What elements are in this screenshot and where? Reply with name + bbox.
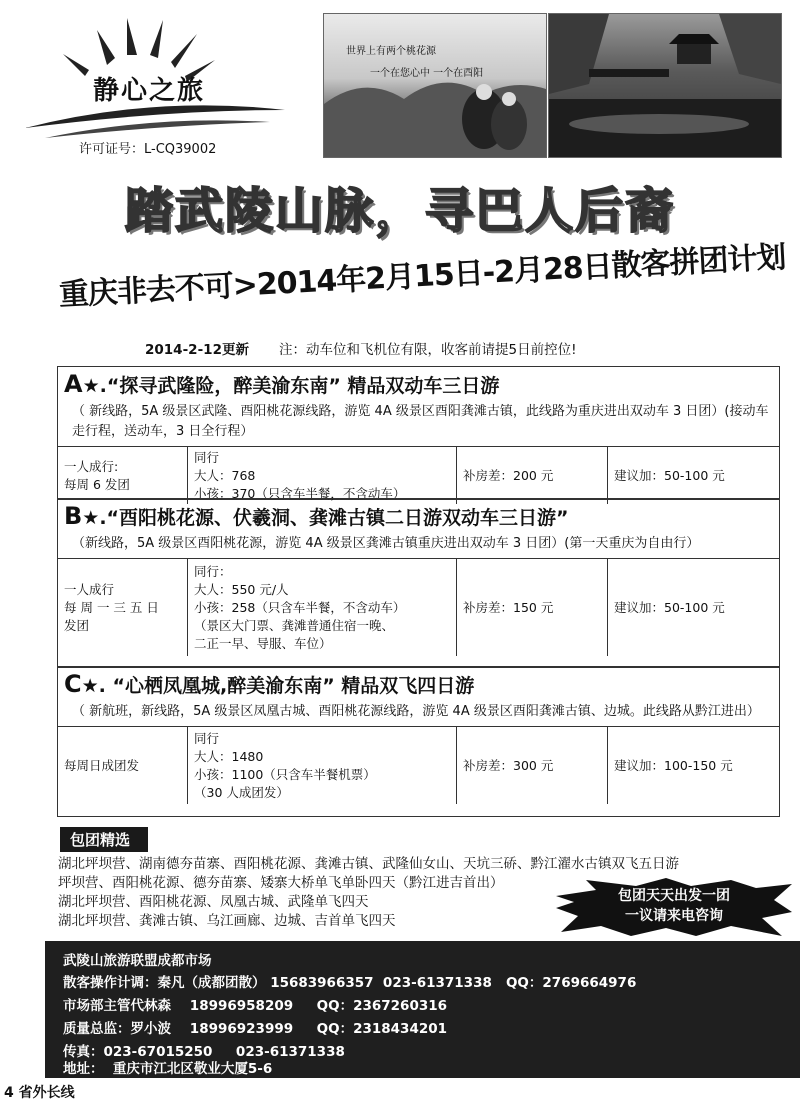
photo1-caption-line1: 世界上有两个桃花源 — [346, 46, 436, 57]
contact-line: 地址： 重庆市江北区敬业大厦5-6 — [63, 1061, 273, 1077]
package-a-room-diff: 补房差：200 元 — [457, 447, 608, 504]
package-c-table — [58, 727, 779, 804]
contact-panel — [45, 941, 800, 1078]
package-b-room-diff: 补房差：150 元 — [457, 559, 608, 656]
contact-org: 武陵山旅游联盟成都市场 — [63, 953, 212, 969]
package-c-letter: C — [64, 670, 82, 698]
package-c-schedule — [58, 727, 188, 804]
schedule-line: 每周日成团发 — [64, 757, 140, 773]
package-c-title-text: ★. “心栖凤凰城,醉美渝东南” 精品双飞四日游 — [81, 675, 475, 697]
package-a — [57, 366, 780, 500]
price-line: （30 人成团发） — [194, 784, 289, 800]
main-headline: 踏武陵山脉，寻巴人后裔 — [124, 183, 675, 239]
package-b-table — [58, 559, 779, 656]
update-date: 2014-2-12更新 — [145, 342, 249, 358]
package-b-suggest: 建议加：50-100 元 — [614, 599, 725, 615]
package-c-room-diff: 补房差：300 元 — [457, 727, 608, 804]
price-line: 二正一早、导服、车位） — [194, 635, 332, 651]
price-line: 大人：1480 — [194, 748, 264, 764]
schedule-line: 每周 6 发团 — [64, 476, 130, 492]
daily-departure-badge — [556, 878, 792, 938]
package-c-suggest: 建议加：100-150 元 — [614, 757, 733, 773]
package-a-suggest: 建议加：50-100 元 — [614, 467, 725, 483]
burst-line: 一议请来电咨询 — [625, 908, 723, 924]
package-a-title — [58, 367, 779, 398]
contact-line: 散客操作计调：秦凡（成都团散） 15683966357 023-61371338 QQ：2769664976 — [63, 975, 637, 991]
price-line: 大人：550 元/人 — [194, 581, 289, 597]
price-line: 同行： — [194, 563, 232, 579]
package-b-price — [188, 559, 457, 656]
burst-line: 包团天天出发一团 — [618, 888, 730, 904]
package-c-desc: （ 新航班，新线路，5A 级景区凤凰古城、酉阳桃花源线路，游览 4A 级景区酉阳龚滩古镇、边城。此线路从黔江进出） — [58, 698, 779, 727]
package-a-desc: （ 新线路，5A 级景区武隆、酉阳桃花源线路，游览 4A 级景区酉阳龚滩古镇，此线路为重庆进出双动车 3 日团）(接动车走行程，送动车，3 日全行程） — [58, 398, 779, 447]
photo-peach-blossom-village — [323, 13, 547, 158]
price-line: （景区大门票、龚滩普通住宿一晚、 — [194, 617, 395, 633]
price-line: 同行 — [194, 449, 220, 465]
contact-line: 市场部主管代林森 18996958209 QQ：2367260316 — [63, 998, 448, 1014]
list-item: 湖北坪坝营、酉阳桃花源、凤凰古城、武隆单飞四天 — [58, 894, 369, 910]
contact-line: 传真：023-67015250 023-61371338 — [63, 1044, 345, 1060]
schedule-line: 一人成行: — [64, 458, 119, 474]
price-line: 大人：768 — [194, 467, 256, 483]
package-b-letter: B — [64, 502, 83, 530]
package-c-title — [58, 667, 779, 698]
package-b-title — [58, 499, 779, 530]
price-line: 小孩：370（只含车半餐，不含动车） — [194, 485, 406, 501]
list-item: 湖北坪坝营、龚滩古镇、乌江画廊、边城、吉首单飞四天 — [58, 913, 396, 929]
package-a-table — [58, 447, 779, 504]
subtitle-plan: 重庆非去不可>2014年2月15日-2月28日散客拼团计划 — [58, 239, 787, 314]
brand-logo — [15, 10, 305, 160]
package-b-desc: （新线路，5A 级景区酉阳桃花源，游览 4A 级景区龚滩古镇重庆进出双动车 3 日团）(第一天重庆为自由行） — [58, 530, 779, 559]
photo-pavilion-lake — [548, 13, 782, 158]
photo2-scenery — [549, 14, 781, 157]
package-b — [57, 498, 780, 668]
package-a-letter: A — [64, 370, 83, 398]
seat-notice: 注：动车位和飞机位有限，收客前请提5日前控位! — [279, 342, 577, 358]
package-b-title-text: ★.“酉阳桃花源、伏羲洞、龚滩古镇二日游双动车三日游” — [82, 507, 569, 529]
schedule-line: 一人成行 — [64, 581, 115, 597]
package-c-price — [188, 727, 457, 804]
price-line: 同行 — [194, 730, 220, 746]
photo1-scenery — [324, 14, 546, 157]
price-line: 小孩：1100（只含车半餐机票） — [194, 766, 376, 782]
starburst-text — [556, 886, 792, 926]
price-line: 小孩：258（只含车半餐，不含动车） — [194, 599, 406, 615]
list-item: 坪坝营、酉阳桃花源、德夯苗寨、矮寨大桥单飞单卧四天（黔江进吉首出） — [58, 875, 504, 891]
package-a-price — [188, 447, 457, 504]
tour-picks-label: 包团精选 — [60, 827, 148, 852]
schedule-line: 发团 — [64, 617, 90, 633]
package-c — [57, 666, 780, 817]
page-footer: 4 省外长线 — [4, 1085, 75, 1101]
update-line — [145, 338, 577, 358]
photo1-caption-line2: 一个在您心中 一个在酉阳 — [370, 68, 484, 79]
contact-line: 质量总监：罗小波 18996923999 QQ：2318434201 — [63, 1021, 448, 1037]
package-b-schedule — [58, 559, 188, 656]
license-number: 许可证号：L-CQ39002 — [79, 142, 217, 157]
list-item: 湖北坪坝营、湖南德夯苗寨、酉阳桃花源、龚滩古镇、武隆仙女山、天坑三硚、黔江濯水古镇双飞五日游 — [58, 856, 679, 872]
schedule-line: 每 周 一 三 五 日 — [64, 599, 159, 615]
package-a-schedule — [58, 447, 188, 504]
package-a-title-text: ★.“探寻武隆险，醉美渝东南” 精品双动车三日游 — [82, 375, 500, 397]
logo-text: 静心之旅 — [93, 76, 206, 106]
